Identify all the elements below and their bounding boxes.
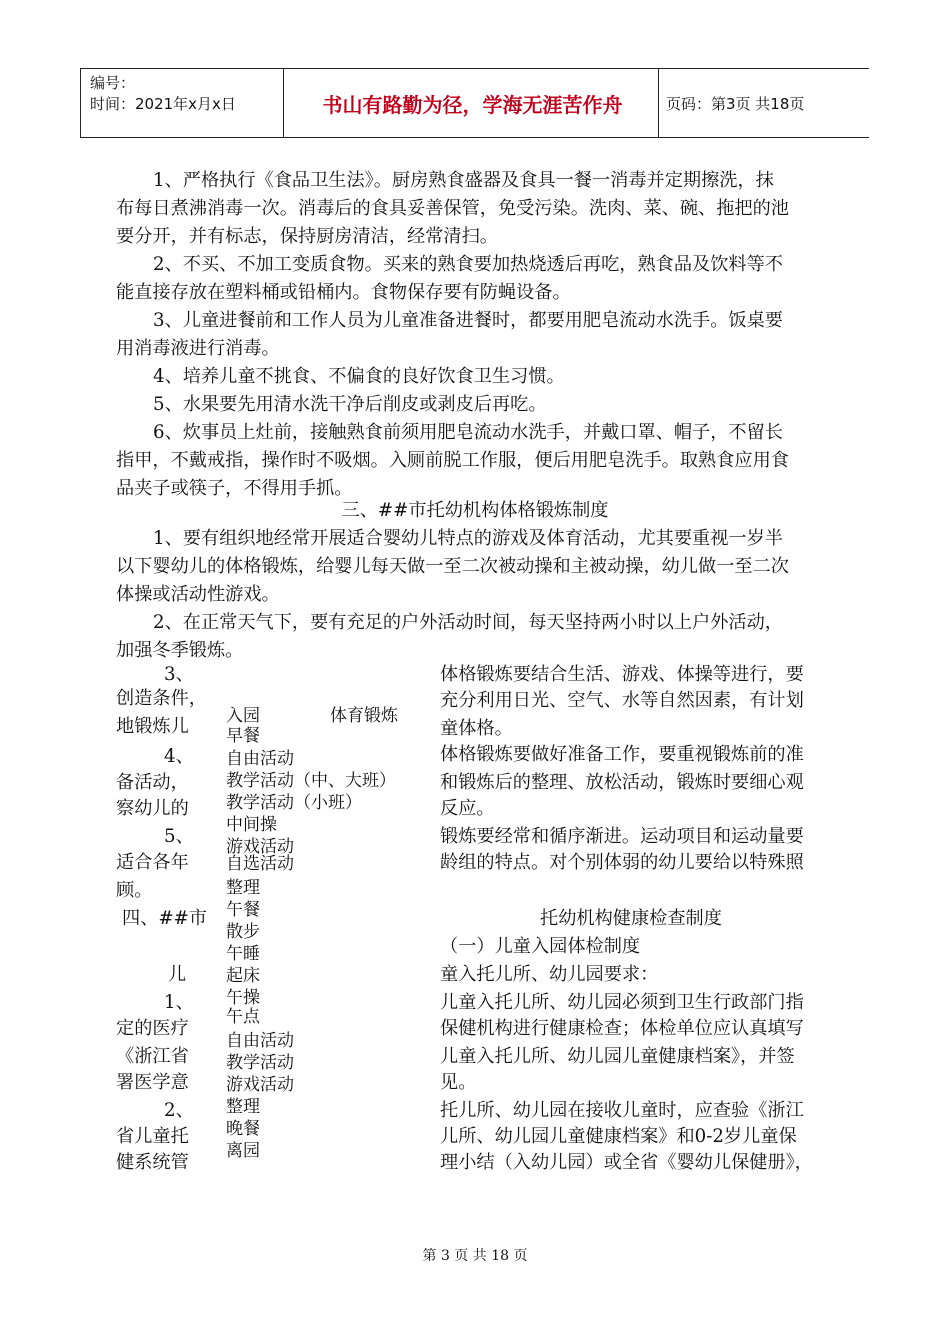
schedule-item: 中间操 [226,815,277,835]
left-col-line: 顾。 [116,880,153,901]
right-col-line: 儿童入托儿所、幼儿园儿童健康档案》，并签 [440,1046,795,1067]
left-col-line: 适合各年 [116,852,189,873]
left-col-line: 《浙江省 [116,1046,189,1067]
schedule-item: 起床 [226,966,260,986]
left-col-line: 5、 [164,826,194,847]
right-col-line: 反应。 [440,798,495,819]
para-1-line-1: 1、严格执行《食品卫生法》。厨房熟食盛器及食具一餐一消毒并定期擦洗，抹 [153,170,774,191]
right-col-line: 保健机构进行健康检查；体检单位应认真填写 [440,1018,804,1039]
header-border-left [80,69,81,137]
para-3-line-2: 用消毒液进行消毒。 [116,338,280,359]
right-col-line: 充分利用日光、空气、水等自然因素，有计划 [440,690,804,711]
left-col-line: 备活动， [116,772,189,793]
header-divider-1 [283,69,284,137]
left-col-line: 地锻炼儿 [116,716,189,737]
left-col-line: 2、 [164,1100,194,1121]
doc-number-label: 编号： [90,74,136,92]
header-page-label: 页码：第3页 共18页 [666,94,805,113]
schedule-item: 午餐 [226,900,260,920]
left-col-line: 3、 [164,664,194,685]
schedule-item: 整理 [226,1097,260,1117]
right-col-line: 体格锻炼要结合生活、游戏、体操等进行，要 [440,664,804,685]
schedule-item: 自由活动 [226,1031,294,1051]
header-motto: 书山有路勤为径，学海无涯苦作舟 [322,92,623,117]
para-6-line-2: 指甲，不戴戒指，操作时不吸烟。入厕前脱工作服，便后用肥皂洗手。取熟食应用食 [116,450,789,471]
schedule-item: 教学活动（小班） [226,793,362,813]
schedule-item: 午睡 [226,944,260,964]
right-col-line: 儿所、幼儿园儿童健康档案》和0-2岁儿童保 [440,1126,797,1147]
right-col-line: 龄组的特点。对个别体弱的幼儿要给以特殊照 [440,852,804,873]
section-3-para-1-line-2: 以下婴幼儿的体格锻炼，给婴儿每天做一至二次被动操和主被动操，幼儿做一至二次 [116,556,789,577]
para-4: 4、培养儿童不挑食、不偏食的良好饮食卫生习惯。 [153,366,565,387]
left-col-line: 4、 [164,746,194,767]
para-1-line-2: 布每日煮沸消毒一次。消毒后的食具妥善保管，免受污染。洗肉、菜、碗、拖把的池 [116,198,789,219]
schedule-item: 离园 [226,1141,260,1161]
para-6-line-1: 6、炊事员上灶前，接触熟食前须用肥皂流动水洗手，并戴口罩、帽子，不留长 [153,422,783,443]
schedule-item: 自由活动 [226,749,294,769]
section-3-para-2-line-1: 2、在正常天气下，要有充足的户外活动时间，每天坚持两小时以上户外活动， [153,612,783,633]
left-col-line: 定的医疗 [116,1018,189,1039]
para-1-line-3: 要分开，并有标志，保持厨房清洁，经常清扫。 [116,226,498,247]
left-col-line: 署医学意 [116,1072,189,1093]
section-3-para-1-line-1: 1、要有组织地经常开展适合婴幼儿特点的游戏及体育活动，尤其要重视一岁半 [153,528,783,549]
page-header [80,68,869,138]
header-meta [90,73,236,115]
page-footer: 第 3 页 共 18 页 [422,1248,528,1264]
schedule-item: 自选活动 [226,854,294,874]
para-5: 5、水果要先用清水洗干净后削皮或剥皮后再吃。 [153,394,547,415]
right-col-line: 锻炼要经常和循序渐进。运动项目和运动量要 [440,826,804,847]
left-col-line: 创造条件， [116,688,207,709]
section-3-para-2-line-2: 加强冬季锻炼。 [116,640,244,661]
schedule-item: 游戏活动 [226,837,294,857]
schedule-item: 散步 [226,922,260,942]
doc-time-label: 时间：2021年x月x日 [90,95,236,113]
section-3-title: 三、##市托幼机构体格锻炼制度 [341,500,609,521]
right-col-line: 见。 [440,1072,477,1093]
section-3-para-1-line-3: 体操或活动性游戏。 [116,584,280,605]
schedule-item: 晚餐 [226,1119,260,1139]
right-col-line: 托儿所、幼儿园在接收儿童时，应查验《浙江 [440,1100,804,1121]
para-6-line-3: 品夹子或筷子，不得用手抓。 [116,478,353,499]
right-col-line: 理小结（入幼儿园）或全省《婴幼儿保健册》， [440,1152,813,1173]
left-col-line: 儿 [168,964,187,985]
right-col-line: 体格锻炼要做好准备工作，要重视锻炼前的准 [440,744,804,765]
schedule-item: 整理 [226,878,260,898]
para-2-line-1: 2、不买、不加工变质食物。买来的熟食要加热烧透后再吃，熟食品及饮料等不 [153,254,783,275]
right-col-line: 和锻炼后的整理、放松活动，锻炼时要细心观 [440,772,804,793]
header-divider-2 [658,69,659,137]
schedule-item: 入园 [226,706,260,726]
section-4-title: 托幼机构健康检查制度 [540,908,722,929]
para-3-line-1: 3、儿童进餐前和工作人员为儿童准备进餐时，都要用肥皂流动水洗手。饭桌要 [153,310,783,331]
left-col-line: 健系统管 [116,1152,189,1173]
schedule-item: 午点 [226,1007,260,1027]
schedule-item: 早餐 [226,726,260,746]
schedule-item: 教学活动（中、大班） [226,771,396,791]
schedule-item: 游戏活动 [226,1075,294,1095]
schedule-header-sports: 体育锻炼 [330,706,398,726]
right-col-line: 童体格。 [440,718,513,739]
right-col-line: 儿童入托儿所、幼儿园必须到卫生行政部门指 [440,992,804,1013]
schedule-item: 午操 [226,988,260,1008]
left-col-section-4-fragment: 四、##市 [122,908,208,929]
left-col-line: 1、 [164,992,194,1013]
para-2-line-2: 能直接存放在塑料桶或铅桶内。食物保存要有防蝇设备。 [116,282,571,303]
right-col-line: （一）儿童入园体检制度 [440,936,641,957]
schedule-item: 教学活动 [226,1053,294,1073]
left-col-line: 察幼儿的 [116,798,189,819]
left-col-line: 省儿童托 [116,1126,189,1147]
right-col-line: 童入托儿所、幼儿园要求： [440,964,659,985]
